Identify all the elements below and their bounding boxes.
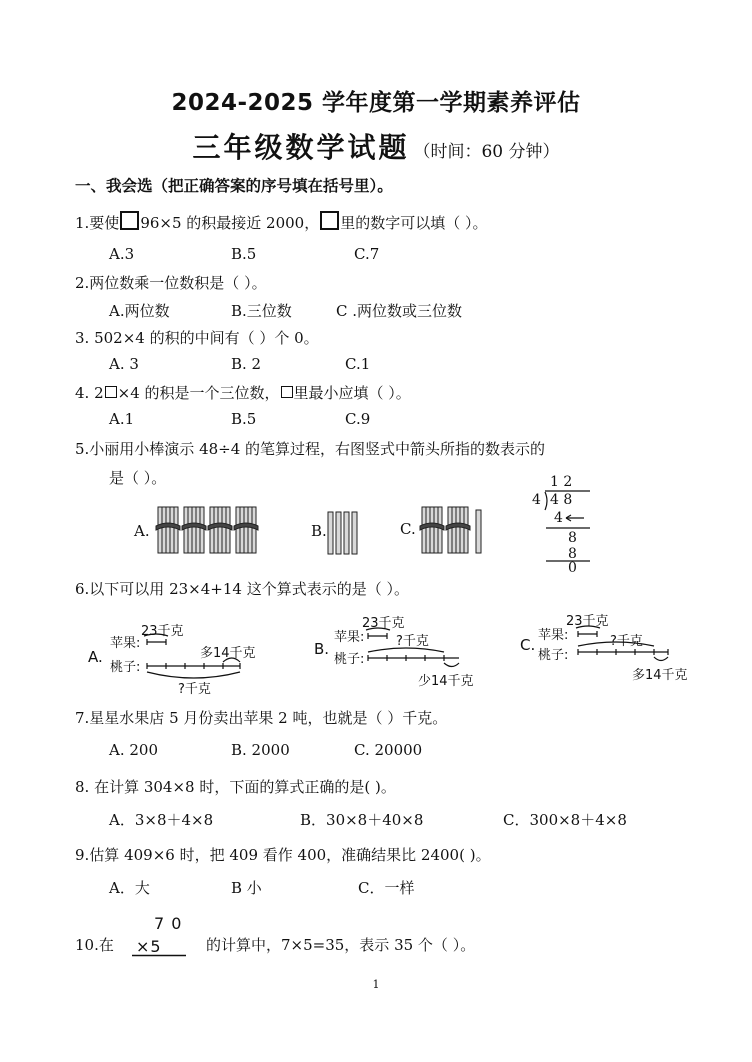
q3-option-c[interactable]: C.1 — [345, 355, 371, 373]
division-step2: 8 — [568, 530, 577, 546]
q3-option-a[interactable]: A. 3 — [109, 355, 139, 373]
question-10-pre: 10.在 — [75, 936, 114, 954]
q8-option-b[interactable]: B．30×8＋40×8 — [300, 811, 424, 829]
question-7: 7.星星水果店 5 月份卖出苹果 2 吨，也就是（ ）千克。 — [75, 709, 448, 727]
q6b-top-label: 23千克 — [362, 616, 405, 631]
exam-subtitle — [0, 126, 752, 166]
q4-pre: 4. 2 — [75, 384, 104, 402]
q4-mid: ×4 的积是一个三位数， — [117, 384, 280, 402]
question-10-post: 的计算中，7×5=35，表示 35 个（ ）。 — [206, 936, 476, 954]
q4-post: 里最小应填（ ）。 — [293, 384, 411, 402]
q1-option-a[interactable]: A.3 — [109, 245, 135, 263]
q6c-top-label: 23千克 — [566, 614, 609, 629]
q2-option-a[interactable]: A.两位数 — [109, 302, 170, 320]
q7-option-b[interactable]: B. 2000 — [231, 741, 290, 759]
subject-title: 三年级数学试题 — [192, 131, 410, 164]
section-heading: 一、我会选（把正确答案的序号填在括号里）。 — [75, 177, 393, 195]
blank-box — [281, 386, 293, 398]
q7-option-a[interactable]: A. 200 — [109, 741, 158, 759]
q4-option-a[interactable]: A.1 — [109, 410, 135, 428]
long-division — [532, 474, 602, 578]
q5-option-b[interactable]: B. — [311, 522, 327, 540]
q6b-line-segments — [312, 608, 512, 694]
q2-option-c[interactable]: C .两位数或三位数 — [336, 302, 463, 320]
q6c-question-label: ?千克 — [610, 634, 643, 649]
question-9: 9.估算 409×6 时，把 409 看作 400，准确结果比 2400( )。 — [75, 846, 491, 864]
question-5: 5.小丽用小棒演示 48÷4 的笔算过程，右图竖式中箭头所指的数表示的 — [75, 440, 546, 458]
division-dividend: 4 8 — [550, 492, 573, 508]
q10-multiplicand: 7 0 — [154, 914, 183, 933]
q6-diagram-b[interactable] — [312, 608, 512, 694]
question-8: 8. 在计算 304×8 时，下面的算式正确的是( )。 — [75, 778, 396, 796]
q6a-more-label: 多14千克 — [200, 646, 256, 661]
question-1 — [75, 211, 488, 233]
blank-box — [120, 211, 139, 230]
q6a-peach-label: 桃子: — [110, 660, 141, 675]
bundles-of-sticks-icon — [156, 504, 260, 556]
page-number: 1 — [372, 978, 380, 991]
q6a-line-segments — [86, 612, 286, 698]
division-lines — [532, 474, 602, 578]
q6c-more-label: 多14千克 — [632, 668, 688, 683]
question-6: 6.以下可以用 23×4+14 这个算式表示的是（ ）。 — [75, 580, 409, 598]
exam-title: 2024-2025 学年度第一学期素养评估 — [171, 90, 581, 116]
q6-option-b: B. — [314, 640, 330, 658]
q1-post: 96×5 的积最接近 2000， — [140, 214, 320, 232]
q6a-top-label: 23千克 — [141, 624, 184, 639]
q6-diagram-c[interactable] — [518, 608, 718, 694]
q9-option-b[interactable]: B 小 — [231, 879, 262, 897]
division-step1: 4 — [554, 510, 563, 526]
question-3: 3. 502×4 的积的中间有（ ）个 0。 — [75, 329, 319, 347]
q6b-peach-label: 桃子: — [334, 652, 365, 667]
q6b-question-label: ?千克 — [396, 634, 429, 649]
q1-post2: 里的数字可以填（ ）。 — [340, 214, 488, 232]
blank-box — [105, 386, 117, 398]
q9-option-c[interactable]: C．一样 — [358, 879, 415, 897]
blank-box — [320, 211, 339, 230]
q5-option-c[interactable]: C. — [400, 520, 416, 538]
q6a-question-label: ?千克 — [178, 682, 211, 697]
time-note: （时间：60 分钟） — [413, 142, 560, 162]
q6c-peach-label: 桃子: — [538, 648, 569, 663]
q10-multiplier: ×5 — [136, 937, 162, 956]
q6b-apple-label: 苹果: — [334, 630, 365, 645]
q2-option-b[interactable]: B.三位数 — [231, 302, 292, 320]
q8-option-c[interactable]: C．300×8＋4×8 — [503, 811, 627, 829]
q9-option-a[interactable]: A．大 — [109, 879, 150, 897]
q1-option-b[interactable]: B.5 — [231, 245, 257, 263]
q4-option-b[interactable]: B.5 — [231, 410, 257, 428]
q1-pre: 1.要使 — [75, 214, 120, 232]
division-divisor: 4 — [532, 492, 541, 508]
division-step3: 8 — [568, 546, 577, 562]
q6a-apple-label: 苹果: — [110, 636, 141, 651]
q6c-apple-label: 苹果: — [538, 628, 569, 643]
q1-option-c[interactable]: C.7 — [354, 245, 380, 263]
question-2: 2.两位数乘一位数积是（ ）。 — [75, 274, 267, 292]
division-quotient: 1 2 — [550, 474, 573, 490]
q6-diagram-a[interactable] — [86, 612, 286, 698]
bundles-and-stick-icon — [420, 504, 490, 556]
q4-option-c[interactable]: C.9 — [345, 410, 371, 428]
question-4 — [75, 382, 411, 403]
q3-option-b[interactable]: B. 2 — [231, 355, 262, 373]
q10-rule — [132, 954, 188, 958]
question-5-line2: 是（ ）。 — [109, 469, 167, 487]
division-remainder: 0 — [568, 560, 577, 576]
single-sticks-icon — [326, 510, 362, 556]
q8-option-a[interactable]: A．3×8＋4×8 — [109, 811, 214, 829]
q6-option-a: A. — [88, 648, 103, 666]
q7-option-c[interactable]: C. 20000 — [354, 741, 423, 759]
q6c-line-segments — [518, 608, 718, 694]
q6-option-c: C. — [520, 636, 536, 654]
q6b-less-label: 少14千克 — [418, 674, 474, 689]
q5-option-a[interactable]: A. — [134, 522, 150, 540]
